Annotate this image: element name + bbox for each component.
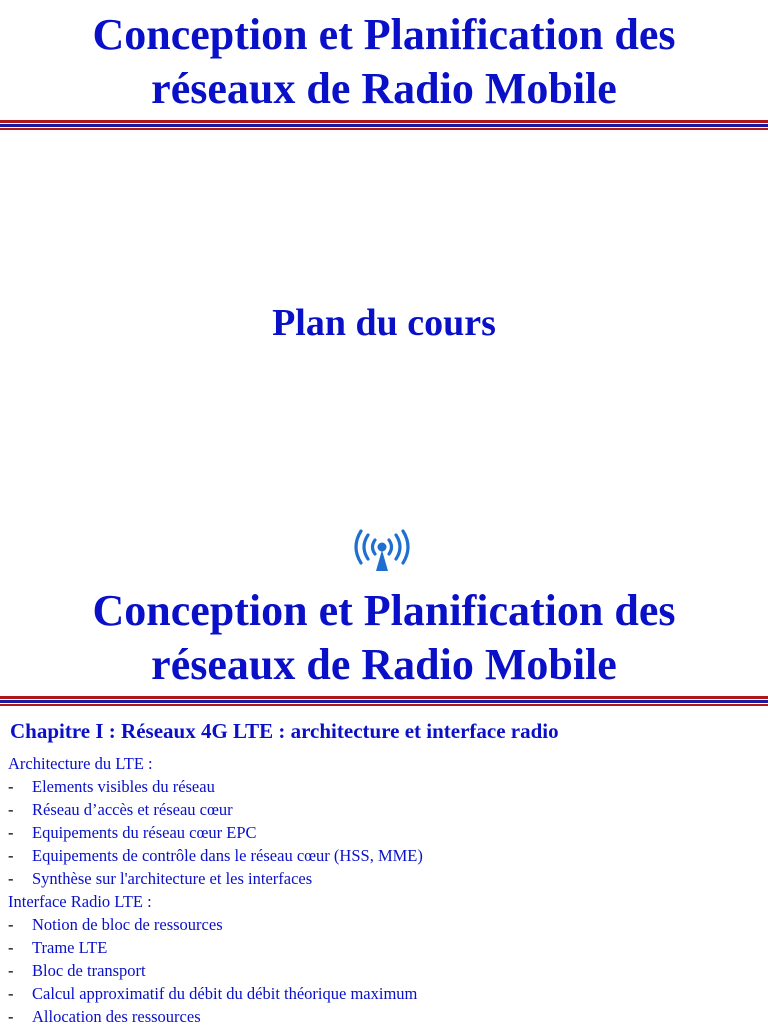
- list-item: - Notion de bloc de ressources: [8, 915, 223, 934]
- slide-1-title: [0, 8, 768, 116]
- slide-2-title: [0, 584, 768, 692]
- list-item: - Bloc de transport: [8, 961, 146, 980]
- section-heading-architecture: Architecture du LTE :: [8, 754, 153, 773]
- slide-1-subtitle: Plan du cours: [272, 302, 496, 344]
- title-divider: [0, 696, 768, 708]
- list-item: - Réseau d’accès et réseau cœur: [8, 800, 233, 819]
- slide-2: [0, 512, 768, 1024]
- bullet-dash: -: [8, 777, 14, 796]
- title-line-1: Conception et Planification des: [92, 10, 676, 59]
- bullet-dash: -: [8, 823, 14, 842]
- section-heading-radio-interface: Interface Radio LTE :: [8, 892, 152, 911]
- course-outline: [8, 752, 758, 1028]
- title-divider: [0, 120, 768, 132]
- list-item: - Equipements du réseau cœur EPC: [8, 823, 257, 842]
- list-item: - Elements visibles du réseau: [8, 777, 215, 796]
- list-item: - Trame LTE: [8, 938, 108, 957]
- bullet-dash: -: [8, 800, 14, 819]
- list-item: - Synthèse sur l'architecture et les interfaces: [8, 869, 313, 888]
- bullet-dash: -: [8, 938, 14, 957]
- wireless-antenna-icon: [353, 528, 411, 572]
- title-line-2: réseaux de Radio Mobile: [151, 64, 617, 113]
- title-line-2: réseaux de Radio Mobile: [151, 640, 617, 689]
- slide-1: [0, 0, 768, 512]
- bullet-dash: -: [8, 961, 14, 980]
- title-line-1: Conception et Planification des: [92, 586, 676, 635]
- bullet-dash: -: [8, 984, 14, 1003]
- bullet-dash: -: [8, 846, 14, 865]
- list-item: - Equipements de contrôle dans le réseau cœur (HSS, MME): [8, 846, 423, 865]
- list-item: - Calcul approximatif du débit du débit théorique maximum: [8, 984, 418, 1003]
- bullet-dash: -: [8, 1007, 14, 1026]
- bullet-dash: -: [8, 869, 14, 888]
- chapter-title: Chapitre I : Réseaux 4G LTE : architecture et interface radio: [10, 719, 559, 743]
- list-item: - Allocation des ressources: [8, 1007, 201, 1026]
- bullet-dash: -: [8, 915, 14, 934]
